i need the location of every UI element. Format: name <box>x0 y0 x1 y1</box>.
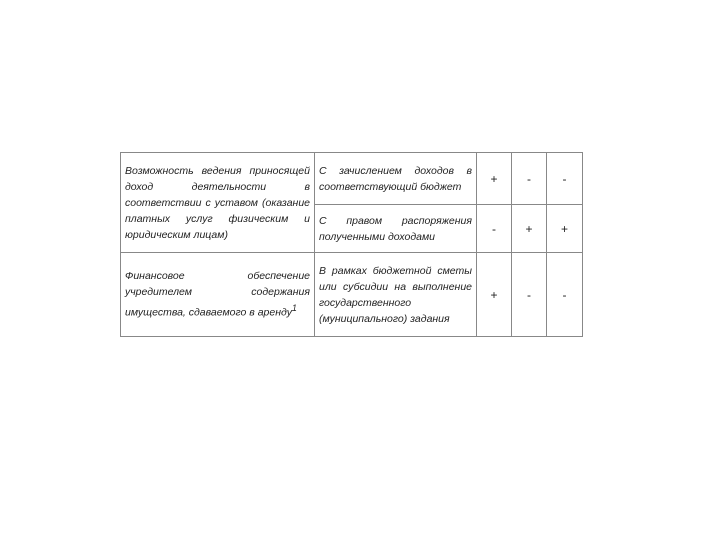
condition-cell: С зачислением доходов в соответствующий бюджет <box>315 153 477 205</box>
table-row <box>121 153 583 205</box>
footnote-mark: 1 <box>291 303 297 314</box>
mark-cell: + <box>512 205 547 253</box>
criterion-cell: Возможность ведения приносящей доход деятельности в соответствии с уставом (оказание платных услуг физическим и юридическим лицам) <box>121 153 315 253</box>
mark-cell: + <box>477 253 512 337</box>
table-row <box>121 253 583 337</box>
mark-cell: - <box>547 253 583 337</box>
condition-cell: В рамках бюджетной сметы или субсидии на выполнение государственного (муниципального) задания <box>315 253 477 337</box>
mark-cell: - <box>512 253 547 337</box>
mark-cell: - <box>512 153 547 205</box>
comparison-table <box>120 152 583 337</box>
mark-cell: + <box>547 205 583 253</box>
criterion-cell <box>121 253 315 337</box>
criterion-text: Финансовое обеспечение учредителем содержания имущества, сдаваемого в аренду <box>125 270 310 319</box>
condition-cell: С правом распоряжения полученными доходами <box>315 205 477 253</box>
mark-cell: - <box>547 153 583 205</box>
mark-cell: + <box>477 153 512 205</box>
mark-cell: - <box>477 205 512 253</box>
